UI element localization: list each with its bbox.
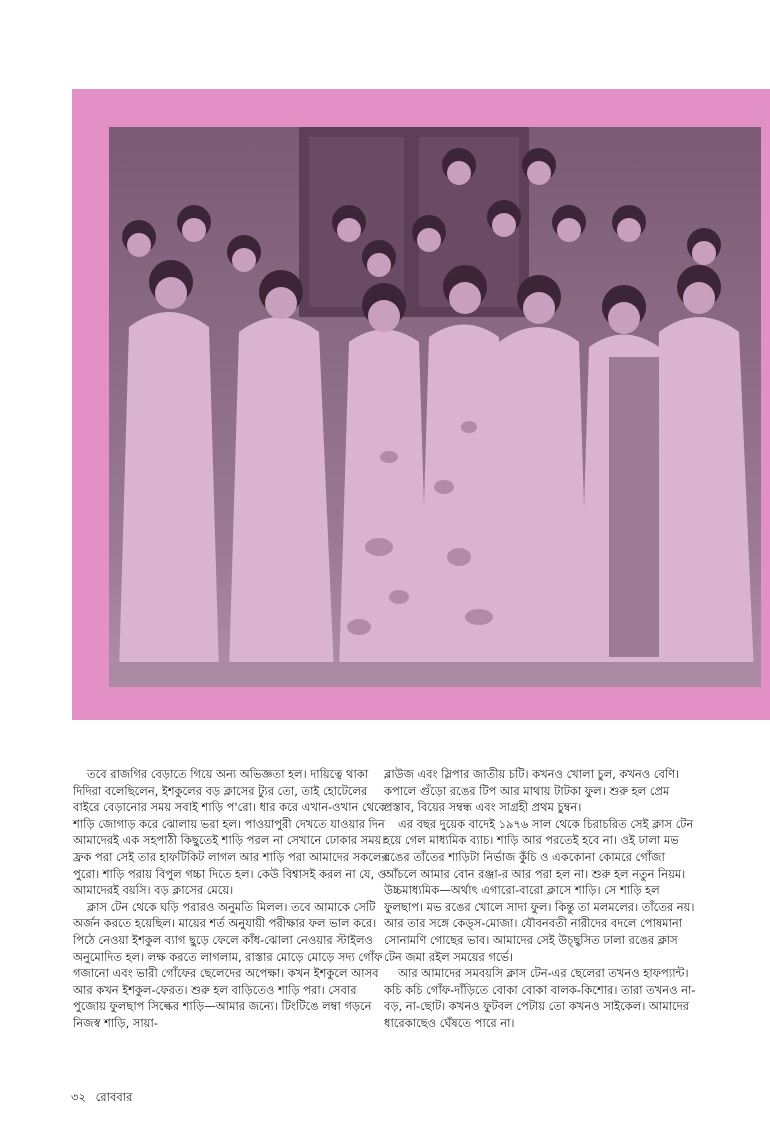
group-photo [109, 127, 761, 687]
magazine-name: রোববার [95, 1090, 133, 1104]
paragraph: ব্লাউজ এবং স্লিপার জাতীয় চটি। কখনও খোলা চুল, কখনও বেণি। কপালে গুঁড়ো রঙের টিপ আর মাথায় টাটকা ফুল। শুরু হল প্রেম প্রস্তাব, বিয়ের সম্বন্ধ এবং সাগ্রহী প্রথম চুম্বন। [384, 767, 680, 815]
page-footer [71, 1089, 138, 1108]
article-column-left [73, 766, 388, 1032]
paragraph: ক্লাস টেন থেকে ঘড়ি পরারও অনুমতি মিলল। তবে আমাকে সেটি অর্জন করতে হয়েছিল। মায়ের শর্ত অনুযায়ী পরীক্ষার ফল ভাল করে। পিঠে নেওয়া ইশকুল ব্যাগ ছুড়ে ফেলে কাঁধ-ঝোলা নেওয়ার স্টাইলও অনুমোদিত হল। লক্ষ করতে লাগলাম, রাস্তার মোড়ে মোড়ে সদ্য গোঁফ গজানো এবং ভারী গোঁফের ছেলেদের অপেক্ষা। কখন ইশকুলে আসব আর কখন ইশকুল-ফেরত। শুরু হল বাড়িতেও শাড়ি পরা। সেবার পুজোয় ফুলছাপ সিল্কের শাড়ি—আমার জন্যে। টিংটিঙে লম্বা গড়নে নিজস্ব শাড়ি, সায়া- [73, 899, 383, 1030]
article-column-right [384, 766, 699, 1032]
paragraph: তবে রাজগির বেড়াতে গিয়ে অন্য অভিজ্ঞতা হল। দায়িত্বে থাকা দিদিরা বলেছিলেন, ইশকুলের বড় ক্লাসের ট্যুর তো, তাই হোটেলের বাইরে বেড়ানোর সময় সবাই শাড়ি প'রো। ধার করে এখান-ওখান থেকে শাড়ি জোগাড় করে ঝোলায় ভরা হল। পাওয়াপুরী দেখতে যাওয়ার দিন আমাদেরই এক সহপাঠী কিছুতেই শাড়ি পরল না সেখানে ঢোকার সময়। ফ্রক পরা সেই তার হাফটিকিট লাগল আর শাড়ি পরা আমাদের সকলের পুরো। শাড়ি পরায় বিপুল গচ্চা দিতে হল। কেউ বিশ্বাসই করল না যে, ও আমাদেরই বয়সি। বড় ক্লাসের মেয়ে। [73, 767, 388, 898]
group-photo-icon [109, 127, 761, 687]
page-number: ৩২ [71, 1090, 86, 1104]
paragraph: এর বছর দুয়েক বাদেই ১৯৭৬ সাল থেকে চিরাচরিত সেই ক্লাস টেন হয়ে গেল মাধ্যমিক ব্যাচ। শাড়ি আর পরতেই হবে না। ওই ঢালা মভ রঙের তাঁতের শাড়িটা নির্ভাজ কুঁচি ও এককোনা কোমরে গোঁজা আঁচলে আমার বোন রঞ্জা-র আর পরা হল না। শুরু হল নতুন নিয়ম। উচ্চমাধ্যমিক—অর্থাৎ এগারো-বারো ক্লাসে শাড়ি। সে শাড়ি হল ফুলছাপ। মভ রঙের খোলে সাদা ফুল। কিন্তু তা মলমলের। তাঁতের নয়। আর তার সঙ্গে কেড্স-মোজা। যৌবনবতী নারীদের বদলে পোষমানা সোনামণি গোছের ভাব। আমাদের সেই উচ্ছ্বসিত ঢালা রঙের ক্লাস টেন জমা রইল সময়ের গর্ভে। [384, 816, 695, 964]
paragraph: আর আমাদের সমবয়সি ক্লাস টেন-এর ছেলেরা তখনও হাফপ্যান্ট। কচি কচি গোঁফ-দাঁড়িতে বোকা বোকা বালক-কিশোর। তারা তখনও না-বড়, না-ছোট। কখনও ফুটবল পেটায় তো কখনও সাইকেল। আমাদের ধারেকাছেও ঘেঁষতে পারে না। [384, 966, 696, 1030]
